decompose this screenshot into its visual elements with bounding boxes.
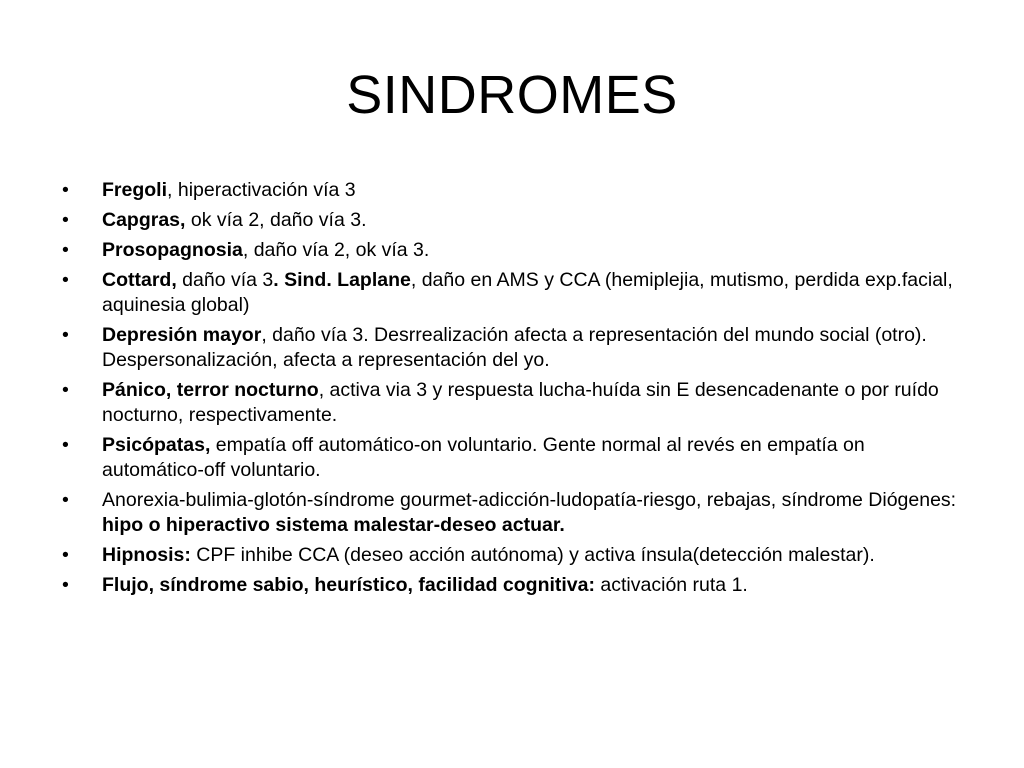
list-item xyxy=(62,378,972,428)
bullet-icon: • xyxy=(62,434,69,456)
bold-text-segment: Capgras, xyxy=(102,209,186,231)
bullet-list xyxy=(62,178,972,603)
bullet-icon: • xyxy=(62,544,69,566)
bold-text-segment: Cottard, xyxy=(102,269,177,291)
bold-text-segment: Pánico, terror nocturno xyxy=(102,379,319,401)
bullet-icon: • xyxy=(62,489,69,511)
slide-title: SINDROMES xyxy=(346,65,678,125)
bullet-icon: • xyxy=(62,574,69,596)
bold-text-segment: . Sind. Laplane xyxy=(273,269,411,291)
bold-text-segment: Flujo, síndrome sabio, heurístico, facilidad cognitiva: xyxy=(102,574,595,596)
bold-text-segment: Fregoli xyxy=(102,179,168,201)
bold-text-segment: Prosopagnosia xyxy=(102,239,243,261)
list-item xyxy=(62,238,972,263)
list-item xyxy=(62,433,972,483)
bold-text-segment: Depresión mayor xyxy=(102,324,262,346)
list-item xyxy=(62,488,972,538)
text-segment: ok vía 2, daño vía 3. xyxy=(185,209,367,231)
text-segment: empatía off automático-on voluntario. Gente normal al revés en empatía on automático-off voluntario. xyxy=(102,434,865,481)
bullet-icon: • xyxy=(62,269,69,291)
text-segment: , hiperactivación vía 3 xyxy=(167,179,356,201)
text-segment: Anorexia-bulimia-glotón-síndrome gourmet-adicción-ludopatía-riesgo, rebajas, síndrome Diógenes: xyxy=(102,489,957,511)
text-segment: activación ruta 1. xyxy=(595,574,748,596)
list-item xyxy=(62,208,972,233)
bullet-icon: • xyxy=(62,324,69,346)
bold-text-segment: Psicópatas, xyxy=(102,434,211,456)
list-item xyxy=(62,178,972,203)
list-item xyxy=(62,323,972,373)
bullet-icon: • xyxy=(62,179,69,201)
text-segment: , daño en AMS y CCA (hemiplejia, mutismo, perdida exp.facial, aquinesia global) xyxy=(102,269,953,316)
bold-text-segment: hipo o hiperactivo sistema malestar-deseo actuar. xyxy=(102,514,565,536)
text-segment: , daño vía 3. Desrrealización afecta a representación del mundo social (otro). Despersonalización, afecta a representación del yo. xyxy=(102,324,927,371)
bullet-icon: • xyxy=(62,209,69,231)
text-segment: daño vía 3 xyxy=(176,269,274,291)
bullet-icon: • xyxy=(62,379,69,401)
text-segment: CPF inhibe CCA (deseo acción autónoma) y activa ínsula(detección malestar). xyxy=(190,544,875,566)
text-segment: , activa via 3 y respuesta lucha-huída sin E desencadenante o por ruído nocturno, respectivamente. xyxy=(102,379,939,426)
bold-text-segment: Hipnosis: xyxy=(102,544,191,566)
list-item xyxy=(62,543,972,568)
list-item xyxy=(62,573,972,598)
bullet-icon: • xyxy=(62,239,69,261)
list-item xyxy=(62,268,972,318)
text-segment: , daño vía 2, ok vía 3. xyxy=(242,239,430,261)
